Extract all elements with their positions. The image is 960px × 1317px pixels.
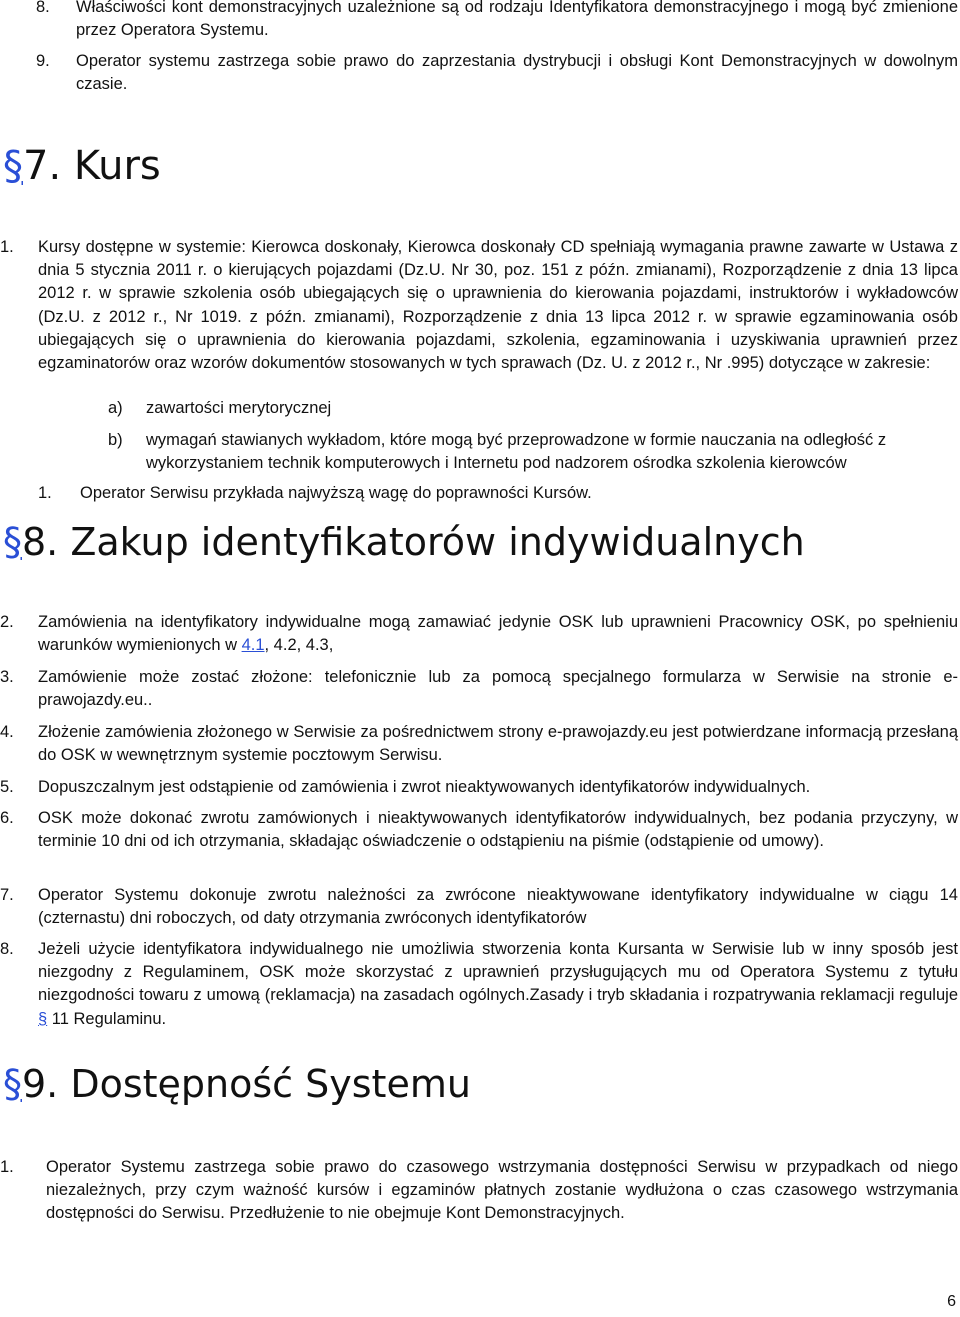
section-title: 7. Kurs [23, 143, 161, 189]
item-number: 1. [0, 1158, 14, 1176]
text-run: 11 Regulaminu. [47, 1009, 167, 1028]
item-number: 2. [0, 613, 14, 631]
section-title: 8. Zakup identyfikatorów indywidualnych [22, 520, 805, 564]
page-number: 6 [947, 1293, 956, 1310]
section-8-heading [3, 516, 805, 568]
section-symbol: § [3, 520, 22, 564]
paragraph: zawartości merytorycznej [146, 399, 332, 417]
paragraph: Złożenie zamówienia złożonego w Serwisie za pośrednictwem strony e-prawojazdy.eu jest potwierdzane informacją przesłaną do OSK w wewnętrznym systemie pocztowym Serwisu. [38, 723, 958, 765]
paragraph: wymagań stawianych wykładom, które mogą być przeprowadzone w formie nauczania na odległość z wykorzystaniem technik komputerowych i Internetu pod nadzorem ośrodka szkolenia kierowców [146, 431, 887, 473]
item-number: 7. [0, 886, 14, 904]
item-number: 3. [0, 668, 14, 686]
section-symbol: § [3, 143, 23, 189]
paragraph: Zamówienie może zostać złożone: telefonicznie lub za pomocą specjalnego formularza w Serwisie na stronie e-prawojazdy.eu.. [38, 668, 958, 710]
item-number: 4. [0, 723, 14, 741]
item-number: 8. [36, 0, 50, 16]
paragraph [38, 611, 958, 657]
section-9-heading [3, 1058, 471, 1110]
sub-label: b) [108, 431, 123, 449]
paragraph: Dopuszczalnym jest odstąpienie od zamówienia i zwrot nieaktywowanych identyfikatorów indywidualnych. [38, 778, 811, 796]
paragraph: Właściwości kont demonstracyjnych uzależnione są od rodzaju Identyfikatora demonstracyjnego i mogą być zmienione przez Operatora Systemu. [76, 0, 958, 40]
item-number: 8. [0, 940, 14, 958]
section-title: 9. Dostępność Systemu [22, 1062, 471, 1106]
item-number: 1. [0, 238, 14, 256]
section-7-heading [3, 140, 161, 192]
item-number: 1. [38, 484, 52, 502]
text-run: , 4.2, 4.3, [264, 636, 334, 655]
sub-label: a) [108, 399, 123, 417]
item-number: 6. [0, 809, 14, 827]
paragraph: Operator Serwisu przykłada najwyższą wagę do poprawności Kursów. [80, 484, 592, 502]
text-run: Zamówienia na identyfikatory indywidualne mogą zamawiać jedynie OSK lub uprawnieni Pracownicy OSK, po spełnieniu warunków wymienionych w [38, 613, 958, 655]
paragraph: Operator systemu zastrzega sobie prawo do zaprzestania dystrybucji i obsługi Kont Demonstracyjnych w dowolnym czasie. [76, 52, 958, 94]
paragraph: Operator Systemu zastrzega sobie prawo do czasowego wstrzymania dostępności Serwisu w przypadkach od niego niezależnych, przy czym ważność kursów i egzaminów płatnych zostanie wydłużona o czas czasowego wstrzymania dostępności do Serwisu. Przedłużenie to nie obejmuje Kont Demonstracyjnych. [46, 1158, 958, 1223]
item-number: 5. [0, 778, 14, 796]
item-number: 9. [36, 52, 50, 70]
paragraph: OSK może dokonać zwrotu zamówionych i nieaktywowanych identyfikatorów indywidualnych, bez podania przyczyny, w terminie 10 dni od ich otrzymania, składając oświadczenie o odstąpieniu na piśmie (odstąpienie od umowy). [38, 809, 958, 851]
cross-reference-link[interactable]: § [38, 1009, 48, 1028]
section-symbol: § [3, 1062, 22, 1106]
text-run: Jeżeli użycie identyfikatora indywidualnego nie umożliwia stworzenia konta Kursanta w Serwisie lub w inny sposób jest niezgodny z Regulaminem, OSK może skorzystać z uprawnień przysługujących mu od Operatora Systemu z tytułu niezgodności towaru z umową (reklamacja) na zasadach ogólnych.Zasady i tryb składania i rozpatrywania reklamacji reguluje [38, 940, 958, 1005]
cross-reference-link[interactable]: 4.1 [241, 636, 265, 655]
paragraph: Kursy dostępne w systemie: Kierowca doskonały, Kierowca doskonały CD spełniają wymagania prawne zawarte w Ustawa z dnia 5 stycznia 2011 r. o kierujących pojazdami (Dz.U. Nr 30, poz. 151 z późn. zmianami), Rozporządzenie z dnia 13 lipca 2012 r. w sprawie szkolenia osób ubiegających się o uprawnienia do kierowania pojazdami, instruktorów i wykładowców (Dz.U. z 2012 r., Nr 1019. z późn. zmianami), Rozporządzenie z dnia 13 lipca 2012 r. w sprawie egzaminowania osób ubiegających się o uprawnienia do kierowania pojazdami, szkolenia, egzaminowania i uzyskiwania uprawnień przez egzaminatorów oraz wzorów dokumentów stosowanych w tych sprawach (Dz. U. z 2012 r., Nr .995) dotyczące w zakresie: [38, 238, 958, 373]
paragraph [38, 938, 958, 1031]
paragraph: Operator Systemu dokonuje zwrotu należności za zwrócone nieaktywowane identyfikatory indywidualne w ciągu 14 (czternastu) dni roboczych, od daty otrzymania zwróconych identyfikatorów [38, 886, 958, 928]
